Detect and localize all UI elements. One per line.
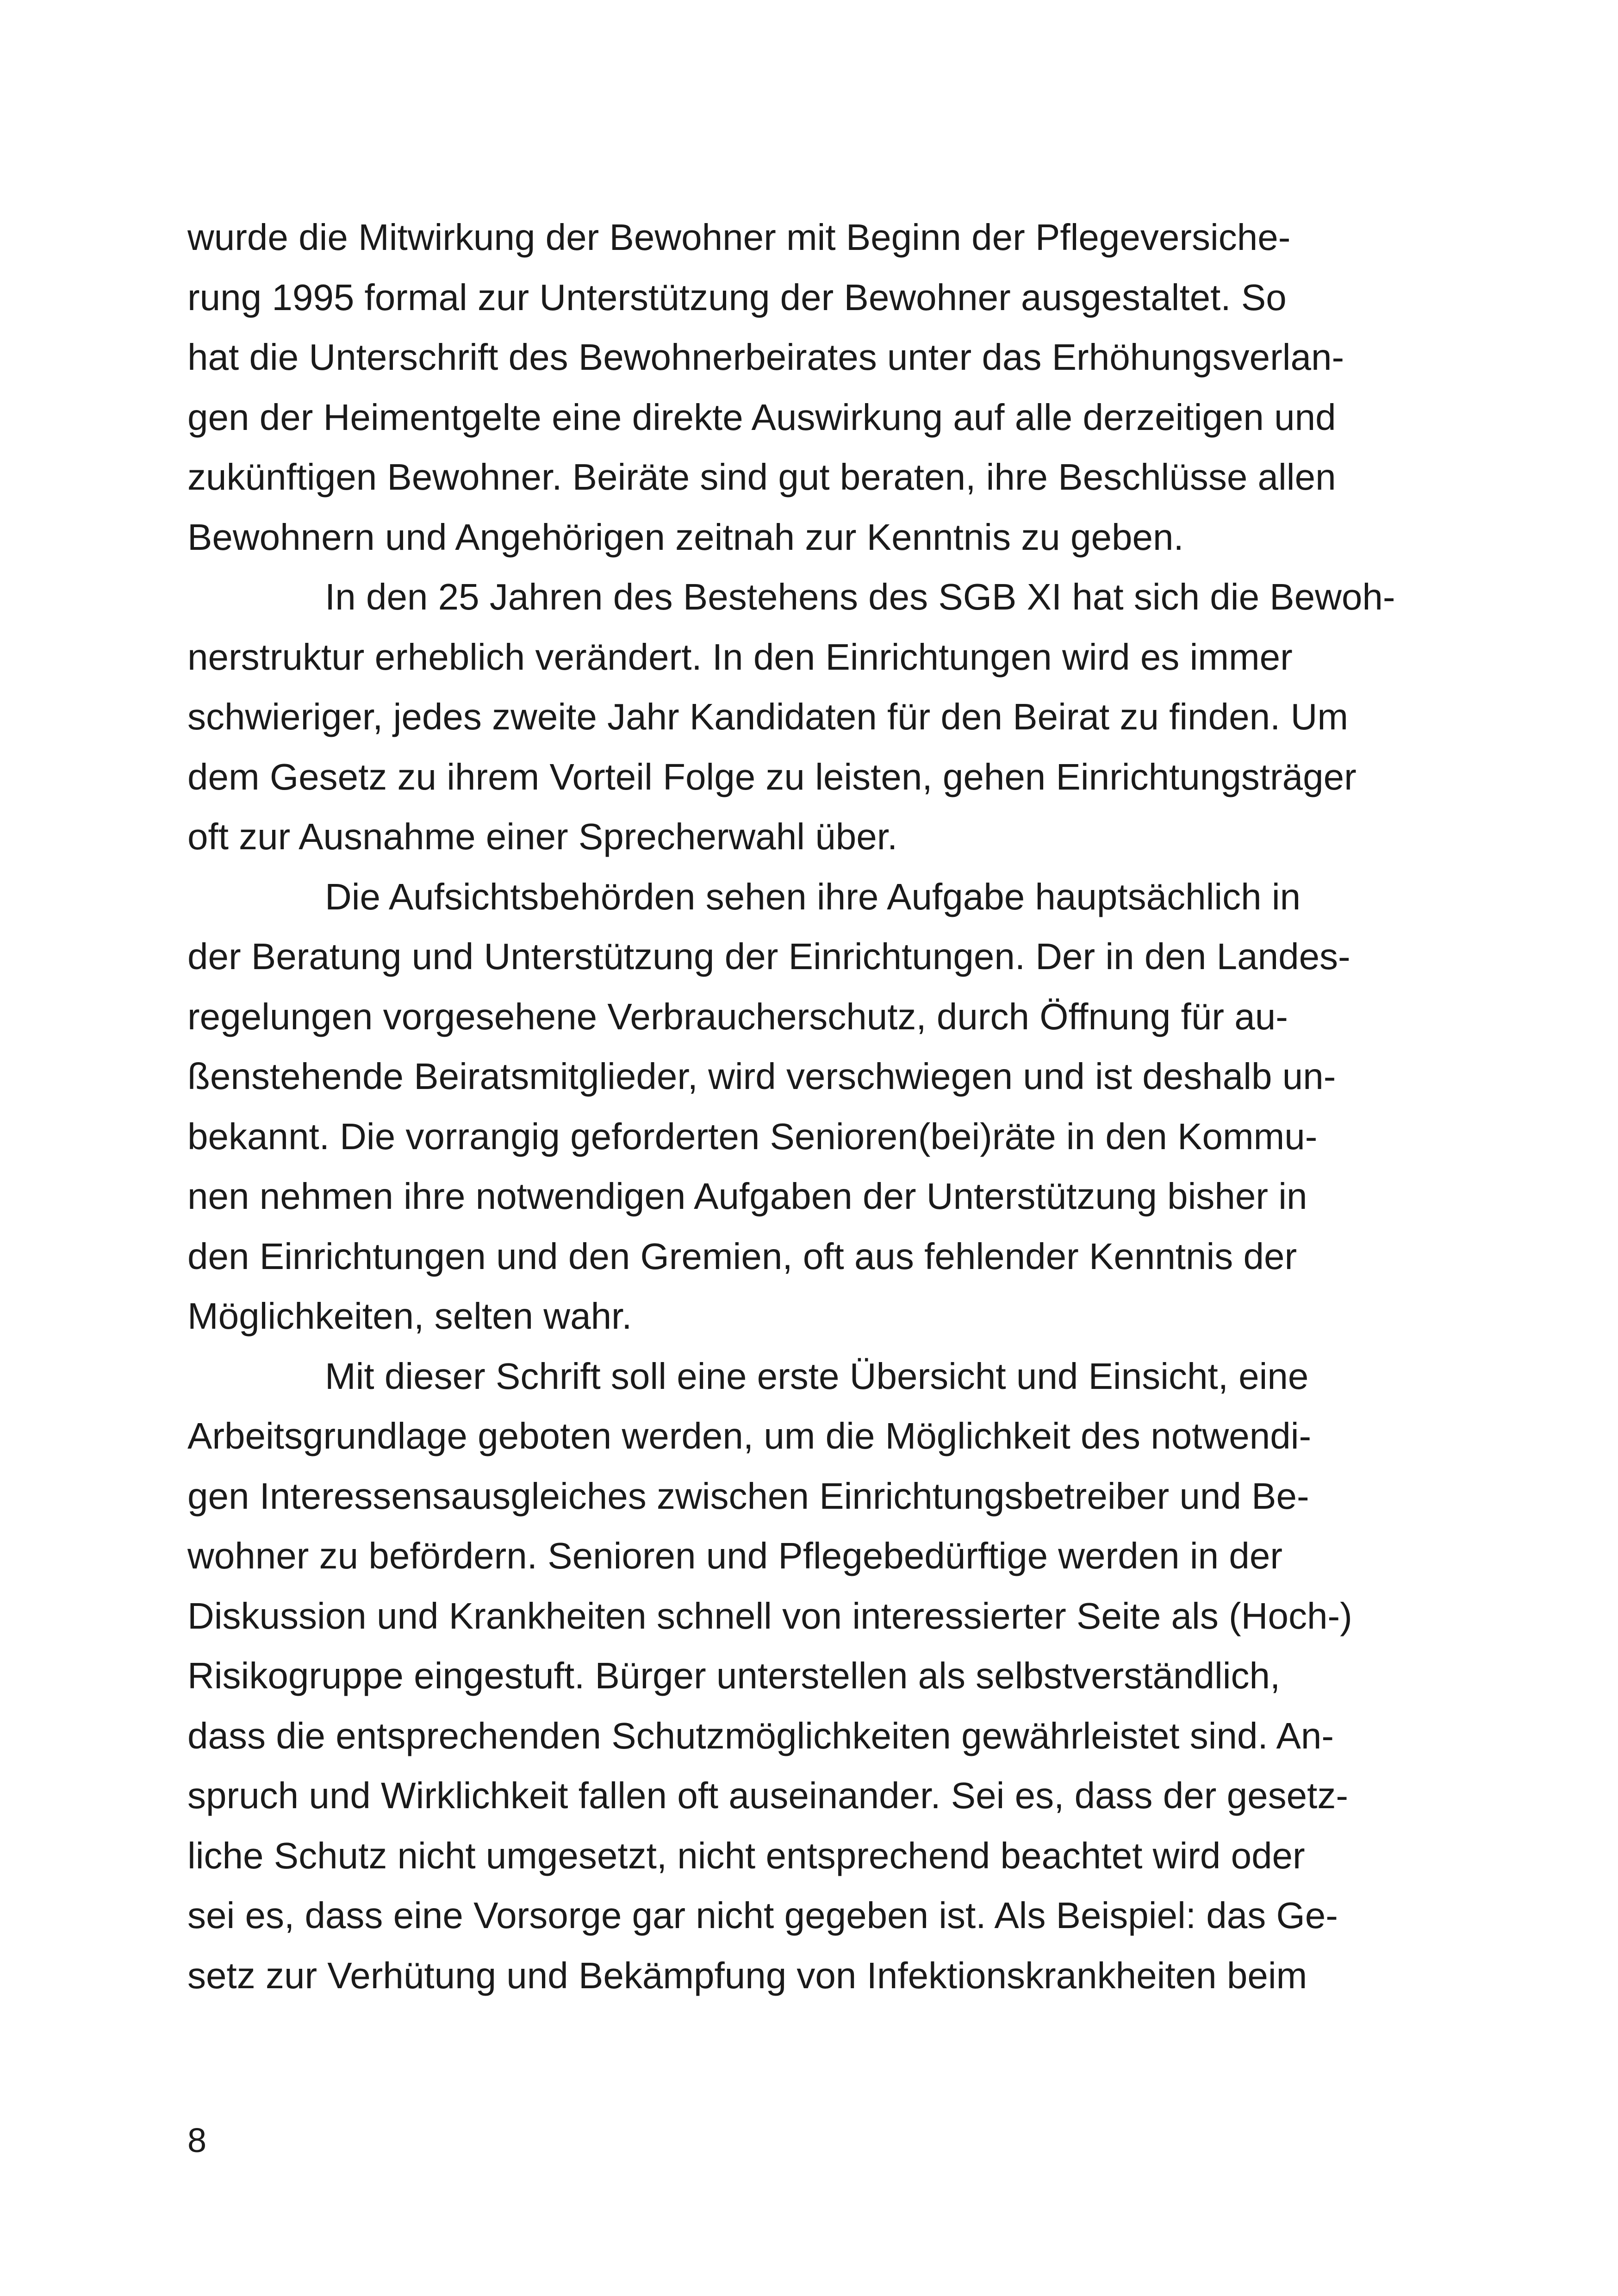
paragraph-first-line: In den 25 Jahren des Bestehens des SGB XI hat sich die Bewoh-: [325, 576, 1395, 617]
paragraph-first-line: Die Aufsichtsbehörden sehen ihre Aufgabe hauptsächlich in: [325, 876, 1301, 917]
page-number: 8: [187, 2121, 207, 2159]
text-line: ßenstehende Beiratsmitglieder, wird verschwiegen und ist deshalb un-: [187, 1056, 1336, 1097]
text-line: bekannt. Die vorrangig geforderten Senioren(bei)räte in den Kommu-: [187, 1115, 1318, 1157]
text-line: dass die entsprechenden Schutzmöglichkeiten gewährleistet sind. An-: [187, 1715, 1334, 1756]
text-line: oft zur Ausnahme einer Sprecherwahl über.: [187, 816, 898, 857]
text-line: schwieriger, jedes zweite Jahr Kandidaten für den Beirat zu finden. Um: [187, 696, 1349, 737]
text-line: Arbeitsgrundlage geboten werden, um die Möglichkeit des notwendi-: [187, 1415, 1312, 1456]
text-line: nen nehmen ihre notwendigen Aufgaben der Unterstützung bisher in: [187, 1176, 1307, 1217]
text-line: hat die Unterschrift des Bewohnerbeirates unter das Erhöhungsverlan-: [187, 336, 1344, 378]
text-line: Diskussion und Krankheiten schnell von interessierter Seite als (Hoch-): [187, 1595, 1352, 1636]
text-line: wurde die Mitwirkung der Bewohner mit Beginn der Pflegeversiche-: [187, 217, 1291, 258]
text-line: rung 1995 formal zur Unterstützung der Bewohner ausgestaltet. So: [187, 276, 1287, 318]
text-line: spruch und Wirklichkeit fallen oft auseinander. Sei es, dass der gesetz-: [187, 1775, 1348, 1816]
text-line: dem Gesetz zu ihrem Vorteil Folge zu leisten, gehen Einrichtungsträger: [187, 756, 1357, 797]
text-line: setz zur Verhütung und Bekämpfung von Infektionskrankheiten beim: [187, 1954, 1307, 1996]
text-line: gen der Heimentgelte eine direkte Auswirkung auf alle derzeitigen und: [187, 396, 1336, 438]
body-text: [187, 207, 1437, 2005]
text-line: nerstruktur erheblich verändert. In den Einrichtungen wird es immer: [187, 636, 1293, 678]
text-line: gen Interessensausgleiches zwischen Einrichtungsbetreiber und Be-: [187, 1475, 1309, 1517]
text-line: regelungen vorgesehene Verbraucherschutz, durch Öffnung für au-: [187, 996, 1288, 1037]
text-line: wohner zu befördern. Senioren und Pflegebedürftige werden in der: [187, 1535, 1283, 1576]
text-line: sei es, dass eine Vorsorge gar nicht gegeben ist. Als Beispiel: das Ge-: [187, 1895, 1338, 1936]
paragraph-first-line: Mit dieser Schrift soll eine erste Übersicht und Einsicht, eine: [325, 1355, 1309, 1397]
text-line: der Beratung und Unterstützung der Einrichtungen. Der in den Landes-: [187, 936, 1350, 977]
text-line: Möglichkeiten, selten wahr.: [187, 1295, 632, 1337]
text-line: den Einrichtungen und den Gremien, oft aus fehlender Kenntnis der: [187, 1235, 1297, 1277]
text-line: Risikogruppe eingestuft. Bürger unterstellen als selbstverständlich,: [187, 1655, 1281, 1696]
text-line: Bewohnern und Angehörigen zeitnah zur Kenntnis zu geben.: [187, 516, 1184, 558]
text-line: zukünftigen Bewohner. Beiräte sind gut beraten, ihre Beschlüsse allen: [187, 456, 1336, 498]
text-line: liche Schutz nicht umgesetzt, nicht entsprechend beachtet wird oder: [187, 1835, 1305, 1876]
